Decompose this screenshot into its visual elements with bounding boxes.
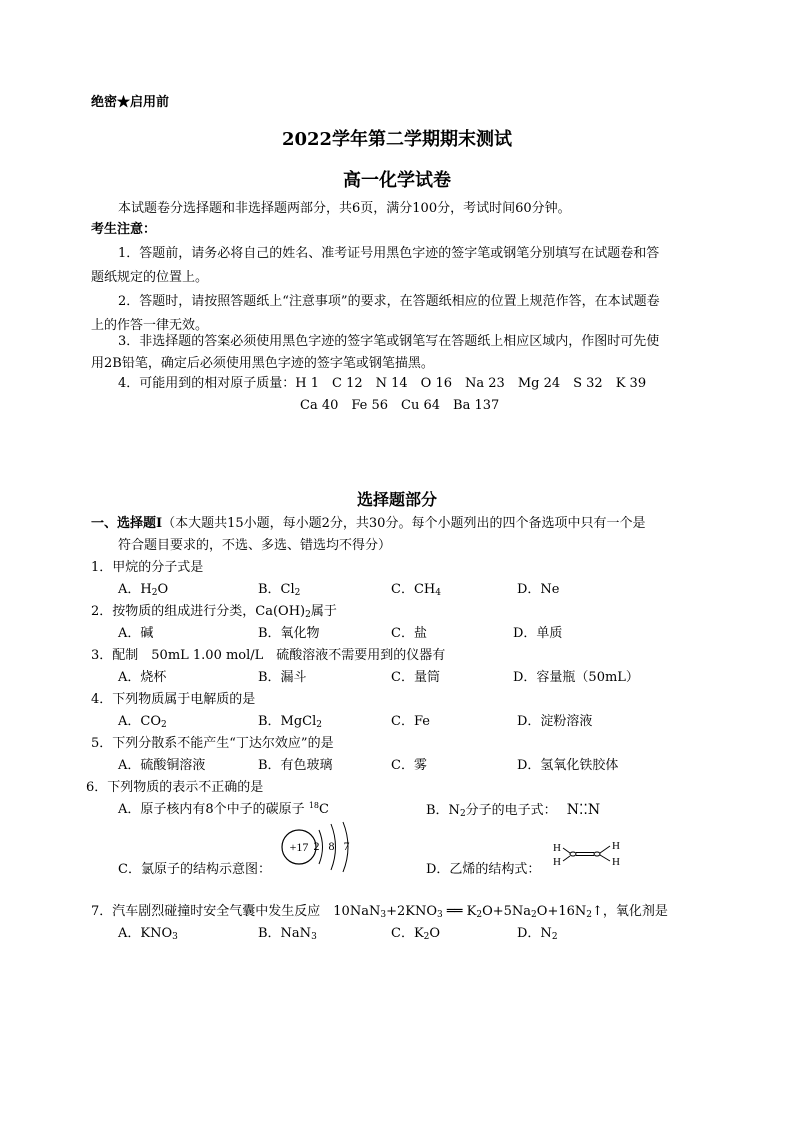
exam-subtitle: 高一化学试卷: [343, 170, 451, 191]
q5-stem: 5．下列分散系不能产生“丁达尔效应”的是: [91, 736, 334, 751]
q4-option-b: B．MgCl$_2$: [258, 714, 323, 730]
part1-desc-a: （本大题共15小题，每小题2分，共30分。每个小题列出的四个备选项中只有一个是: [162, 516, 646, 531]
q7-option-c: C．$K_2O$: [391, 926, 441, 942]
q2-option-b: B．氧化物: [258, 626, 320, 641]
note-2a: 2．答题时，请按照答题纸上“注意事项”的要求，在答题纸相应的位置上规范作答，在本试题卷: [118, 294, 660, 309]
q4-option-a: A．$CO_2$: [118, 714, 167, 730]
q6-option-c: C．氯原子的结构示意图：: [118, 862, 271, 877]
q1-option-d: D．Ne: [517, 582, 560, 597]
note-4a: 4．可能用到的相对原子质量：H 1 C 12 N 14 O 16 Na 23 Mg 24 S 32 K 39: [118, 376, 647, 391]
q3-option-a: A．烧杯: [118, 670, 167, 685]
q1-option-a: A．$H_2O$: [118, 582, 169, 598]
note-4b: Ca 40 Fe 56 Cu 64 Ba 137: [300, 398, 500, 413]
q7-option-b: B．NaN$_3$: [258, 926, 317, 942]
note-1a: 1．答题前，请务必将自己的姓名、准考证号用黑色字迹的签字笔或钢笔分别填写在试题卷和答: [118, 246, 660, 261]
q7-option-a: A．$KNO_3$: [118, 926, 178, 942]
q1-option-b: B．$Cl_2$: [258, 582, 301, 598]
q5-option-c: C．雾: [391, 758, 427, 773]
q6-option-d: D．乙烯的结构式：: [426, 862, 541, 877]
q6-option-a: A．原子核内有8个中子的碳原子 $^{18}$C: [118, 801, 329, 817]
q2-option-d: D．单质: [513, 626, 563, 641]
note-1b: 题纸规定的位置上。: [91, 270, 209, 285]
svg-text:H: H: [553, 856, 561, 868]
confidential-mark: 绝密★启用前: [91, 95, 170, 110]
chlorine-atom-diagram: [278, 818, 378, 878]
q2-stem: 2．按物质的组成进行分类，$Ca(OH)_2$属于: [91, 604, 337, 620]
q4-option-c: C．Fe: [391, 714, 430, 729]
nucleus-charge: +17: [289, 840, 309, 854]
q2-option-a: A．碱: [118, 626, 154, 641]
svg-text:H: H: [553, 842, 561, 854]
q2-option-c: C．盐: [391, 626, 427, 641]
intro-text: 本试题卷分选择题和非选择题两部分，共6页，满分100分，考试时间60分钟。: [118, 201, 571, 216]
q6-option-b: B．$N_2$分子的电子式： N⁚⁚N: [426, 802, 601, 819]
note-2b: 上的作答一律无效。: [91, 318, 209, 333]
q3-option-d: D．容量瓶（50mL）: [513, 670, 639, 685]
q6-stem: 6．下列物质的表示不正确的是: [86, 780, 264, 795]
q1-option-c: C．$CH_4$: [391, 582, 441, 598]
electron-shells: 2 8 7: [313, 839, 353, 853]
exam-title: 2022学年第二学期期末测试: [281, 129, 513, 150]
q4-stem: 4．下列物质属于电解质的是: [91, 692, 256, 707]
note-3b: 用2B铅笔，确定后必须使用黑色字迹的签字笔或钢笔描黑。: [91, 356, 434, 371]
note-3a: 3．非选择题的答案必须使用黑色字迹的签字笔或钢笔写在答题纸上相应区域内，作图时可先使: [118, 334, 660, 349]
part1-desc-b: 符合题目要求的，不选、多选、错选均不得分）: [118, 538, 392, 553]
ethylene-structure-diagram: [550, 835, 630, 875]
q1-stem: 1．甲烷的分子式是: [91, 560, 204, 575]
q5-option-b: B．有色玻璃: [258, 758, 333, 773]
svg-text:H: H: [612, 856, 620, 868]
notes-heading: 考生注意：: [91, 222, 157, 237]
q5-option-d: D．氢氧化铁胶体: [517, 758, 619, 773]
section-title: 选择题部分: [356, 490, 437, 509]
q3-option-c: C．量筒: [391, 670, 440, 685]
part1-heading: [91, 516, 645, 532]
svg-text:H: H: [612, 840, 620, 852]
q3-stem: 3．配制 50mL 1.00 mol/L 硫酸溶液不需要用到的仪器有: [91, 648, 446, 663]
q5-option-a: A．硫酸铜溶液: [118, 758, 206, 773]
q4-option-d: D．淀粉溶液: [517, 714, 593, 729]
q3-option-b: B．漏斗: [258, 670, 307, 685]
q7-stem: 7．汽车剧烈碰撞时安全气囊中发生反应 $10NaN_3+2KNO_3$ ══ $K_2O+5Na_2O+16N_2↑$，氧化剂是: [91, 904, 668, 920]
part1-label: 一、选择题Ⅰ: [91, 516, 163, 531]
n2-electron-formula: N⁚⁚N: [566, 802, 601, 818]
q7-option-d: D．$N_2$: [517, 926, 558, 942]
